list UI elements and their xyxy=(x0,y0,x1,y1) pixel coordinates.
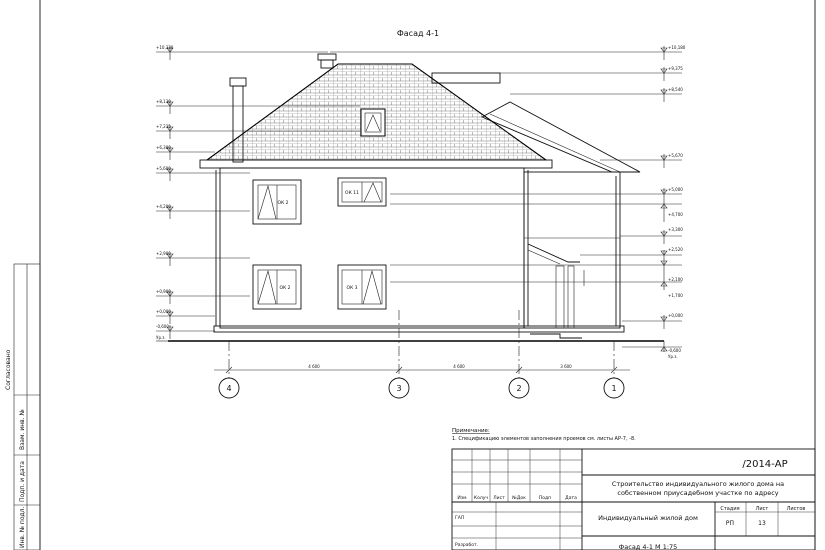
level-right-4 xyxy=(600,153,683,160)
col-list: Лист xyxy=(493,496,505,501)
col-data: Дата xyxy=(565,496,577,501)
svg-text:+0,000: +0,000 xyxy=(668,313,683,318)
dimension-4-3: 4 600 xyxy=(308,364,320,369)
window-label-ok2-lower: ОК 2 xyxy=(279,286,291,291)
object-name: Индивидуальный жилой дом xyxy=(598,514,698,522)
level-left-10 xyxy=(156,324,215,331)
level-right-13 xyxy=(668,354,678,359)
svg-text:+4,200: +4,200 xyxy=(156,204,171,209)
side-stamp xyxy=(5,264,40,550)
svg-text:+8,130: +8,130 xyxy=(156,99,171,104)
svg-text:Ур.з.: Ур.з. xyxy=(156,335,166,340)
annex-wall xyxy=(524,172,620,328)
col-koluch: Колуч xyxy=(473,496,489,501)
level-left-1 xyxy=(156,45,328,52)
window-ok3 xyxy=(338,265,386,309)
level-right-6 xyxy=(390,204,683,217)
svg-text:+6,380: +6,380 xyxy=(156,145,171,150)
svg-text:+3,300: +3,300 xyxy=(668,227,683,232)
svg-text:+4,700: +4,700 xyxy=(668,212,683,217)
svg-text:-0,600: -0,600 xyxy=(668,348,681,353)
svg-text:+2,520: +2,520 xyxy=(668,247,683,252)
sheet-label: Лист xyxy=(755,506,769,512)
note-heading: Примечание: xyxy=(452,428,490,434)
svg-text:+1,700: +1,700 xyxy=(668,293,683,298)
note-text: 1. Спецификацию элементов заполнения проемов см. листы АР-7, -8. xyxy=(452,436,636,442)
svg-text:+7,235: +7,235 xyxy=(156,124,171,129)
level-right-10 xyxy=(390,282,683,298)
sheets-label: Листов xyxy=(786,506,806,512)
drawing-title: Фасад 4-1 xyxy=(396,29,440,38)
svg-text:+10,330: +10,330 xyxy=(156,45,174,50)
svg-text:+0,900: +0,900 xyxy=(156,289,171,294)
axis-label-2: 2 xyxy=(516,384,522,393)
level-right-3 xyxy=(510,87,683,94)
svg-text:+9,375: +9,375 xyxy=(668,66,683,71)
svg-text:+5,000: +5,000 xyxy=(668,187,683,192)
window-ok11 xyxy=(338,178,386,206)
window-label-ok11: ОК 11 xyxy=(345,191,359,196)
chimney-top xyxy=(321,60,333,68)
level-right-12 xyxy=(622,347,682,353)
window-ok2-lower xyxy=(253,265,301,309)
axis-label-3: 3 xyxy=(396,384,402,393)
document-code: /2014-АР xyxy=(742,459,788,470)
facade-drawing xyxy=(168,54,664,341)
side-stamp-agreed: Согласовано xyxy=(5,349,12,390)
col-izm: Изм xyxy=(457,496,467,501)
svg-text:+8,540: +8,540 xyxy=(668,87,683,92)
col-podp: Подп xyxy=(538,496,552,501)
axes xyxy=(214,310,630,398)
window-label-ok3: ОК 3 xyxy=(346,286,358,291)
window-ok2-upper xyxy=(253,180,301,224)
svg-text:Ур.з.: Ур.з. xyxy=(668,354,678,359)
svg-text:+10,180: +10,180 xyxy=(668,45,686,50)
svg-text:+2,100: +2,100 xyxy=(668,277,683,282)
col-ndok: №Док xyxy=(512,496,526,501)
svg-text:+5,600: +5,600 xyxy=(156,166,171,171)
level-right-8 xyxy=(580,247,683,255)
window-label-ok2-upper: ОК 2 xyxy=(277,201,289,206)
side-stamp-inventory: Инв. № подл. xyxy=(19,506,26,548)
sheet-value: 13 xyxy=(758,520,766,527)
side-stamp-replaced: Взам. инв. № xyxy=(19,409,26,450)
axis-label-4: 4 xyxy=(226,384,232,393)
level-left-4 xyxy=(156,145,215,152)
role-gap: ГАП xyxy=(455,516,465,521)
project-title-line-2: собственном приусадебном участке по адресу xyxy=(617,489,779,497)
side-stamp-sign-date: Подп. и дата xyxy=(19,461,26,502)
dimension-2-1: 3 600 xyxy=(560,364,572,369)
level-right-11 xyxy=(622,313,683,321)
title-block xyxy=(452,449,815,550)
dimension-3-2: 4 600 xyxy=(453,364,465,369)
level-right-7 xyxy=(620,227,683,236)
svg-text:+5,670: +5,670 xyxy=(668,153,683,158)
svg-text:+2,900: +2,900 xyxy=(156,251,171,256)
level-right-2 xyxy=(500,66,683,73)
stage-label: Стадия xyxy=(720,506,740,512)
stage-value: РП xyxy=(725,520,735,527)
note xyxy=(452,428,636,442)
level-left-11 xyxy=(156,335,168,341)
level-right-1 xyxy=(330,45,686,52)
svg-text:-0,600: -0,600 xyxy=(156,324,169,329)
role-developer: Разработ. xyxy=(455,543,479,548)
drawing-name: Фасад 4-1 М 1:75 xyxy=(618,543,678,550)
level-right-5 xyxy=(390,187,683,194)
level-left-9 xyxy=(156,309,215,316)
svg-text:+0,000: +0,000 xyxy=(156,309,171,314)
project-title-line-1: Строительство индивидуального жилого дома на xyxy=(611,480,785,488)
level-right-9 xyxy=(390,265,683,282)
axis-label-1: 1 xyxy=(611,384,617,393)
